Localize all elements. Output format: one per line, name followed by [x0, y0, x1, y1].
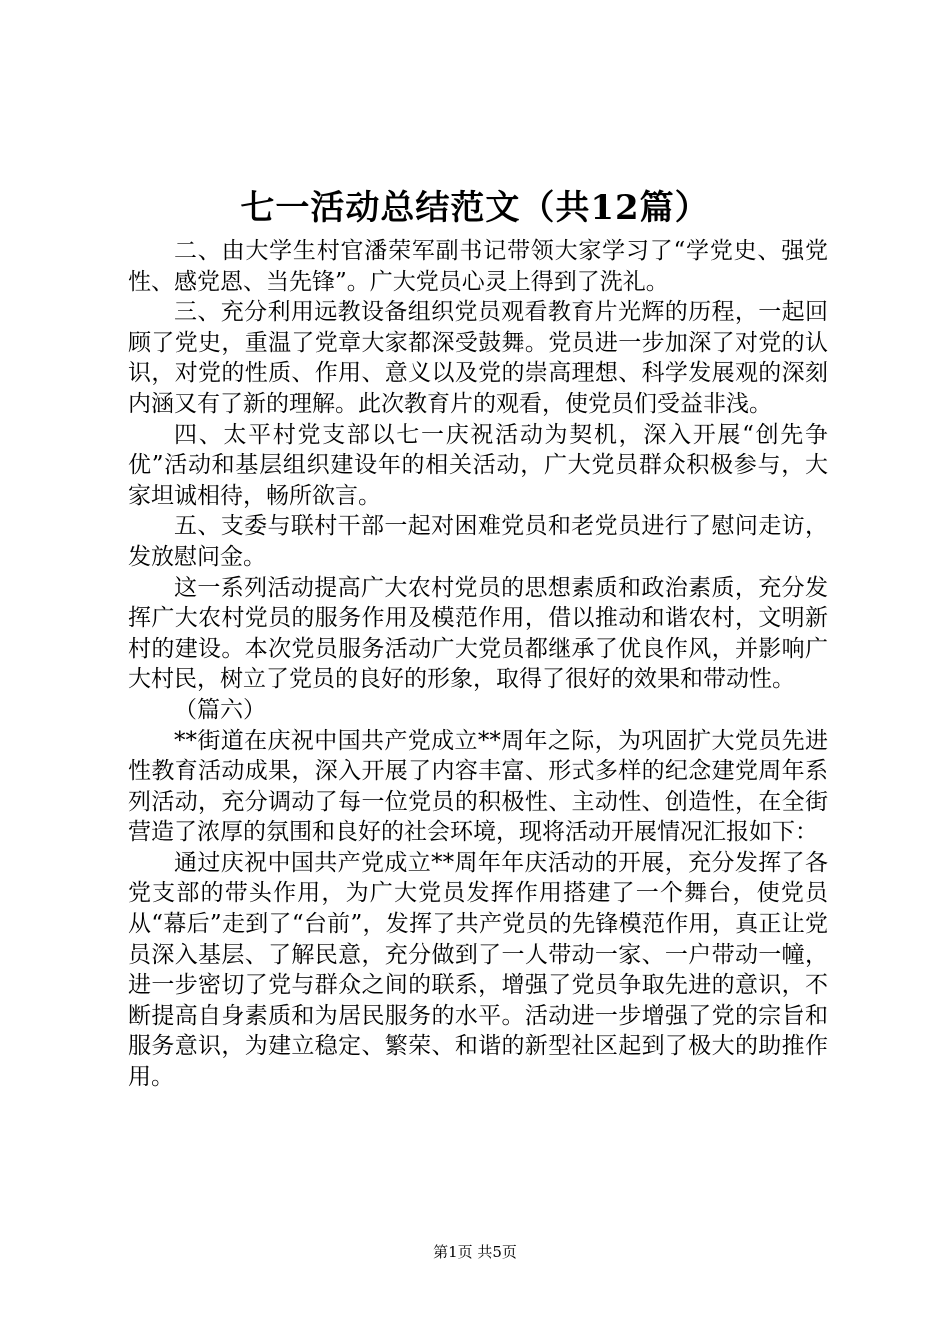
- document-title: 七一活动总结范文（共12篇）: [240, 188, 710, 228]
- page-footer: 第1页 共5页: [433, 1243, 517, 1261]
- paragraph-summary: 这一系列活动提高广大农村党员的思想素质和政治素质，充分发挥广大农村党员的服务作用及模范作用，借以推动和谐农村，文明新村的建设。本次党员服务活动广大党员都继承了优良作风，并影响广大村民，树立了党员的良好的形象，取得了很好的效果和带动性。: [128, 574, 828, 693]
- paragraph-2: 二、由大学生村官潘荣军副书记带领大家学习了“学党史、强党性、感党恩、当先锋”。广大党员心灵上得到了洗礼。: [128, 238, 828, 295]
- paragraph-4: 四、太平村党支部以七一庆祝活动为契机，深入开展“创先争优”活动和基层组织建设年的相关活动，广大党员群众积极参与，大家坦诚相待，畅所欲言。: [128, 421, 828, 509]
- paragraph-section6-result: 通过庆祝中国共产党成立**周年年庆活动的开展，充分发挥了各党支部的带头作用，为广大党员发挥作用搭建了一个舞台，使党员从“幕后”走到了“台前”，发挥了共产党员的先锋模范作用，真正让党员深入基层、了解民意，充分做到了一人带动一家、一户带动一幢，进一步密切了党与群众之间的联系，增强了党员争取先进的意识，不断提高自身素质和为居民服务的水平。活动进一步增强了党的宗旨和服务意识，为建立稳定、繁荣、和谐的新型社区起到了极大的助推作用。: [128, 849, 828, 1091]
- paragraph-5: 五、支委与联村干部一起对困难党员和老党员进行了慰问走访，发放慰问金。: [128, 513, 828, 570]
- paragraph-3: 三、充分利用远教设备组织党员观看教育片光辉的历程，一起回顾了党史，重温了党章大家都深受鼓舞。党员进一步加深了对党的认识，对党的性质、作用、意义以及党的崇高理想、科学发展观的深刻内涵又有了新的理解。此次教育片的观看，使党员们受益非浅。: [128, 299, 828, 417]
- section-heading-6: （篇六）: [174, 696, 266, 723]
- paragraph-section6-intro: **街道在庆祝中国共产党成立**周年之际，为巩固扩大党员先进性教育活动成果，深入开展了内容丰富、形式多样的纪念建党周年系列活动，充分调动了每一位党员的积极性、主动性、创造性，在全街营造了浓厚的氛围和良好的社会环境，现将活动开展情况汇报如下：: [128, 727, 828, 846]
- document-body: [128, 236, 828, 1093]
